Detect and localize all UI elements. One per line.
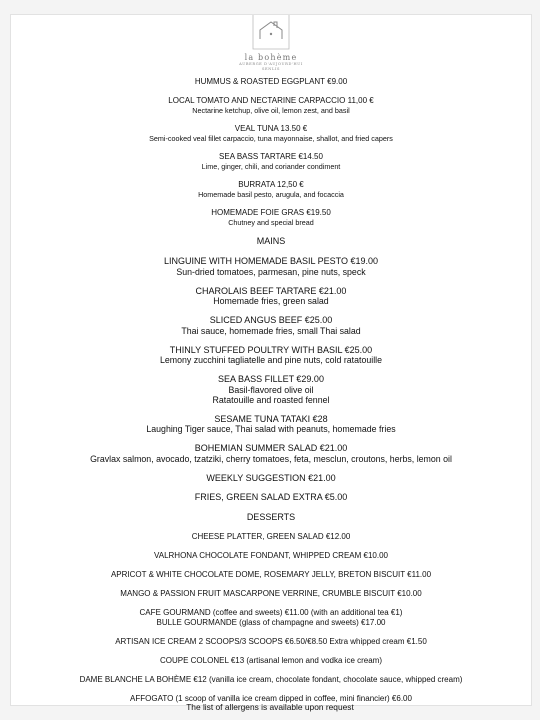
item-description: Semi-cooked veal fillet carpaccio, tuna mayonnaise, shallot, and fried capers: [149, 134, 393, 143]
menu-item: [11, 656, 531, 666]
house-logo-icon: [249, 15, 293, 53]
item-title: SEA BASS TARTARE €14.50: [219, 152, 323, 161]
item-title: LINGUINE WITH HOMEMADE BASIL PESTO €19.00: [163, 256, 379, 266]
menu-item: [11, 532, 531, 542]
item-title: FRIES, GREEN SALAD EXTRA €5.00: [194, 492, 348, 502]
item-title: HUMMUS & ROASTED EGGPLANT €9.00: [194, 77, 348, 86]
item-description: Homemade basil pesto, arugula, and focaccia: [198, 190, 344, 199]
menu-item: [11, 345, 531, 366]
item-title: COUPE COLONEL €13 (artisanal lemon and vodka ice cream): [159, 655, 383, 665]
item-title: BURRATA 12,50 €: [238, 180, 304, 189]
menu-item: [11, 473, 531, 484]
menu-item: [11, 124, 531, 143]
menu-item: [11, 414, 531, 435]
menu-item: [11, 180, 531, 199]
item-description: BULLE GOURMANDE (glass of champagne and sweets) €17.00: [156, 617, 386, 627]
brand-name: la bohème: [244, 53, 298, 62]
item-description: Sun-dried tomatoes, parmesan, pine nuts, speck: [176, 266, 366, 277]
menu-item: [11, 77, 531, 87]
item-title: SESAME TUNA TATAKI €28: [214, 413, 328, 424]
item-title: AFFOGATO (1 scoop of vanilla ice cream dipped in coffee, mini financier) €6.00: [130, 693, 412, 703]
menu-item: [11, 675, 531, 685]
menu-item: [11, 315, 531, 336]
brand-city: SENLIS: [261, 67, 281, 71]
item-description: Chutney and special bread: [228, 218, 314, 227]
item-description: Lime, ginger, chili, and coriander condiment: [201, 162, 341, 171]
logo: [11, 15, 531, 72]
brand-subtitle: AUBERGE D'AUJOURD'HUI: [239, 62, 303, 66]
item-title: WEEKLY SUGGESTION €21.00: [206, 472, 336, 483]
menu-item: [11, 152, 531, 171]
item-title: APRICOT & WHITE CHOCOLATE DOME, ROSEMARY JELLY, BRETON BISCUIT €11.00: [110, 569, 432, 579]
item-title: VEAL TUNA 13.50 €: [234, 124, 308, 133]
item-description: Lemony zucchini tagliatelle and pine nuts, cold ratatouille: [159, 355, 382, 365]
allergen-note: The list of allergens is available upon request: [186, 702, 354, 712]
item-description: Laughing Tiger sauce, Thai salad with peanuts, homemade fries: [146, 424, 396, 434]
item-title: ARTISAN ICE CREAM 2 SCOOPS/3 SCOOPS €6.50/€8.50 Extra whipped cream €1.50: [115, 636, 427, 646]
menu-item: [11, 256, 531, 277]
item-title: CHAROLAIS BEEF TARTARE €21.00: [195, 285, 347, 296]
item-title: VALRHONA CHOCOLATE FONDANT, WHIPPED CREAM €10.00: [154, 550, 388, 560]
item-description: Nectarine ketchup, olive oil, lemon zest, and basil: [192, 106, 350, 115]
menu-item: [11, 551, 531, 561]
menu-content: [11, 77, 531, 713]
item-description: Homemade fries, green salad: [213, 296, 329, 306]
item-title: SLICED ANGUS BEEF €25.00: [209, 315, 333, 325]
menu-item: [11, 589, 531, 599]
item-title: MANGO & PASSION FRUIT MASCARPONE VERRINE, CRUMBLE BISCUIT €10.00: [120, 588, 422, 598]
item-title: HOMEMADE FOIE GRAS €19.50: [211, 208, 331, 217]
menu-item: [11, 286, 531, 307]
item-description: Gravlax salmon, avocado, tzatziki, cherry tomatoes, feta, mesclun, croutons, herbs, lemon oil: [90, 453, 452, 464]
menu-item: [11, 96, 531, 115]
menu-item: [11, 374, 531, 405]
menu-item: [11, 492, 531, 503]
menu-item: [11, 443, 531, 464]
menu-page: [10, 14, 532, 706]
item-description: Thai sauce, homemade fries, small Thai salad: [181, 325, 361, 336]
item-description: Basil-flavored olive oil: [228, 384, 314, 395]
item-description-2: Ratatouille and roasted fennel: [212, 394, 330, 405]
item-title: DAME BLANCHE LA BOHÈME €12 (vanilla ice cream, chocolate fondant, chocolate sauce, whipped cream): [79, 674, 463, 684]
item-title: CHEESE PLATTER, GREEN SALAD €12.00: [191, 531, 351, 541]
item-title: BOHEMIAN SUMMER SALAD €21.00: [194, 443, 348, 453]
menu-item: [11, 570, 531, 580]
item-title: LOCAL TOMATO AND NECTARINE CARPACCIO 11,00 €: [168, 96, 374, 105]
item-title: CAFE GOURMAND (coffee and sweets) €11.00 (with an additional tea €1): [139, 607, 403, 617]
menu-item: [11, 208, 531, 227]
item-title: THINLY STUFFED POULTRY WITH BASIL €25.00: [169, 344, 373, 355]
desserts-heading: DESSERTS: [246, 511, 296, 522]
menu-item: [11, 637, 531, 647]
item-title: SEA BASS FILLET €29.00: [218, 374, 324, 384]
mains-heading: MAINS: [256, 236, 286, 246]
menu-item: [11, 608, 531, 628]
